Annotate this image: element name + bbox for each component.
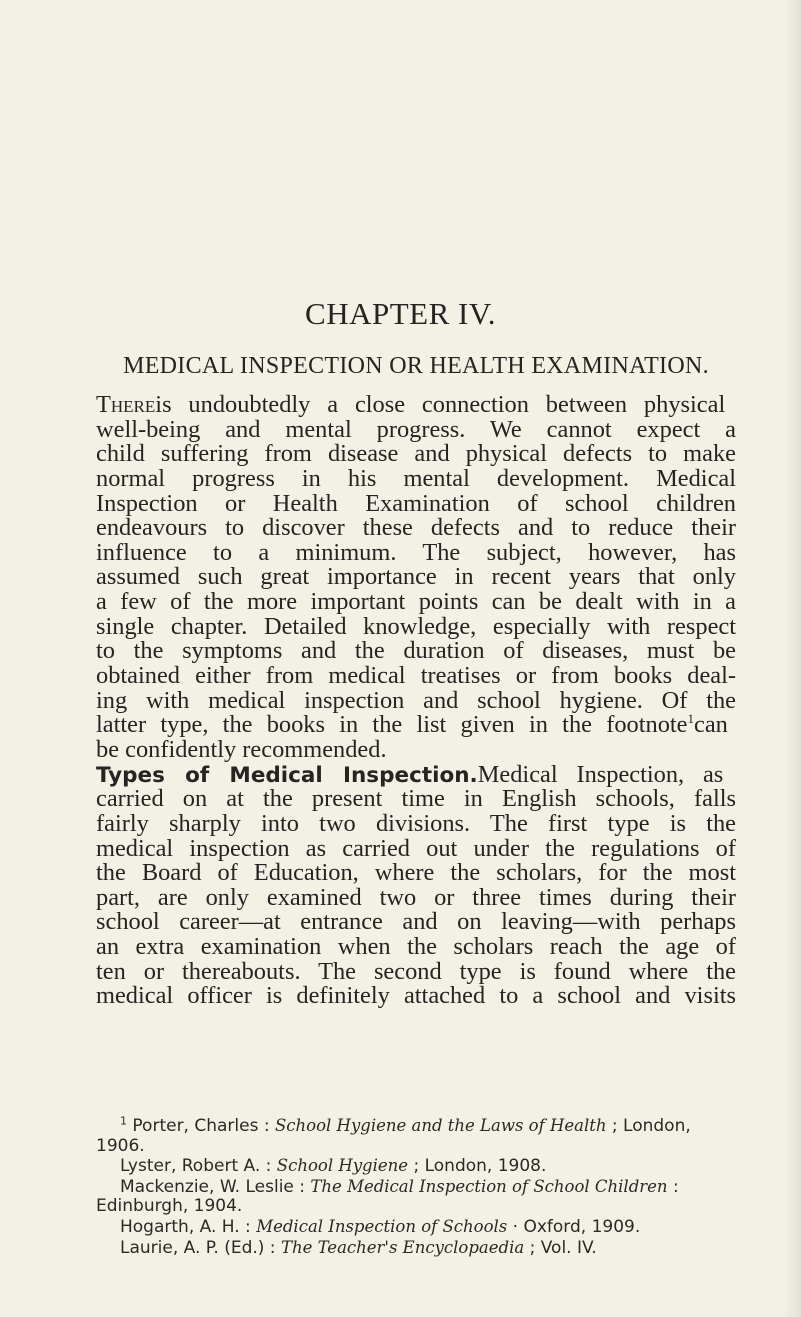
- page-edge-shadow: [783, 0, 801, 1317]
- text-line: medical officer is definitely attached to a school and visits: [96, 982, 736, 1010]
- text-line: obtained either from medical treatises or from books deal-: [96, 662, 736, 690]
- body-text: [96, 393, 736, 1009]
- section-heading: Types of Medical Inspection.: [96, 762, 478, 788]
- footnote-item: Mackenzie, W. Leslie : The Medical Inspection of School Children :: [120, 1176, 679, 1197]
- footnote-item: $^1$ Porter, Charles : School Hygiene and the Laws of Health ; London,: [120, 1114, 691, 1136]
- text-line: to the symptoms and the duration of diseases, must be: [96, 637, 736, 665]
- text-line: the Board of Education, where the scholars, for the most: [96, 859, 736, 887]
- text-line: carried on at the present time in English schools, falls: [96, 785, 736, 813]
- text-line: influence to a minimum. The subject, however, has: [96, 538, 736, 566]
- footnote-item: Laurie, A. P. (Ed.) : The Teacher's Encyclopaedia ; Vol. IV.: [120, 1237, 597, 1258]
- footnote-ref: 1: [687, 711, 694, 727]
- text-line: single chapter. Detailed knowledge, especially with respect: [96, 612, 736, 640]
- footnote-item-continued: 1906.: [96, 1135, 145, 1156]
- text-line: ten or thereabouts. The second type is found where the: [96, 957, 736, 985]
- dropcap-word: There: [96, 391, 156, 418]
- text-line: Inspection or Health Examination of school children: [96, 489, 736, 517]
- text-line: well-being and mental progress. We cannot expect a: [96, 415, 736, 443]
- footnotes: [96, 1116, 736, 1258]
- chapter-title: MEDICAL INSPECTION OR HEALTH EXAMINATION.: [123, 353, 709, 379]
- text-line: normal progress in his mental development. Medical: [96, 464, 736, 492]
- text-line: assumed such great importance in recent years that only: [96, 563, 736, 591]
- text-line: medical inspection as carried out under the regulations of: [96, 834, 736, 862]
- footnote-item-continued: Edinburgh, 1904.: [96, 1196, 243, 1217]
- text-line: a few of the more important points can be dealt with in a: [96, 588, 736, 616]
- text-line: endeavours to discover these defects and to reduce their: [96, 514, 736, 542]
- footnote-item: Lyster, Robert A. : School Hygiene ; London, 1908.: [120, 1156, 547, 1177]
- chapter-heading: CHAPTER IV.: [305, 296, 496, 331]
- text-line: be confidently recommended.: [96, 735, 387, 763]
- text-line: latter type, the books in the list given in the footnote$^1$can: [96, 711, 728, 739]
- text-line: child suffering from disease and physical defects to make: [96, 440, 736, 468]
- text-line: fairly sharply into two divisions. The first type is the: [96, 809, 736, 837]
- text-line: part, are only examined two or three times during their: [96, 883, 736, 911]
- footnote-item: Hogarth, A. H. : Medical Inspection of Schools · Oxford, 1909.: [120, 1216, 641, 1237]
- text-line: Thereis undoubtedly a close connection between physical: [96, 391, 726, 418]
- text-line: an extra examination when the scholars reach the age of: [96, 933, 736, 961]
- text-line: school career—at entrance and on leaving—with perhaps: [96, 908, 736, 936]
- text-line: Types of Medical Inspection.Medical Inspection, as: [96, 760, 724, 788]
- text-line: ing with medical inspection and school hygiene. Of the: [96, 686, 736, 714]
